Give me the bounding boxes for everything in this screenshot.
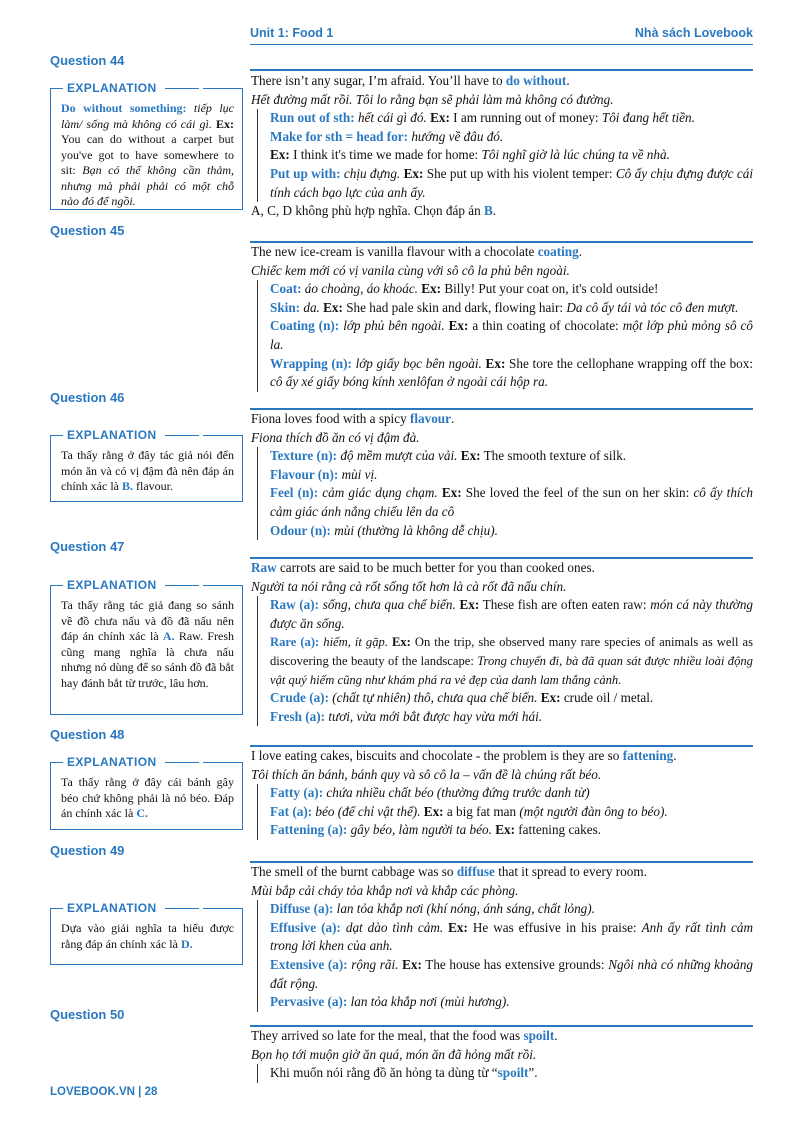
question-50-label: Question 50 <box>50 1007 125 1022</box>
options-list <box>257 280 753 392</box>
option: Texture (n): độ mềm mượt của vải. Ex: The smooth texture of silk. <box>270 448 627 464</box>
explanation-text: Ta thấy rằng ở đây cái bánh gây béo chứ không phải là nó béo. Đáp án chính xác là C. <box>61 775 234 820</box>
option: Ex: I think it's time we made for home: Tôi nghĩ giờ là lúc chúng ta về nhà. <box>270 147 670 163</box>
explanation-title: EXPLANATION <box>63 428 203 444</box>
option: Coat: áo choàng, áo khoác. Ex: Billy! Put your coat on, it's cold outside! <box>270 281 659 297</box>
option: Make for sth = head for: hướng về đâu đó. <box>270 128 504 144</box>
option: Flavour (n): mùi vị. <box>270 466 378 482</box>
question-sentence: The smell of the burnt cabbage was so diffuse that it spread to every room. <box>251 864 647 879</box>
conclusion: A, C, D không phù hợp nghĩa. Chọn đáp án B. <box>251 203 497 219</box>
explanation-box-44 <box>50 81 243 210</box>
options-list <box>257 1064 753 1083</box>
translation: Bọn họ tới muộn giờ ăn quá, món ăn đã hỏng mất rồi. <box>251 1046 537 1062</box>
explanation-title: EXPLANATION <box>63 81 203 97</box>
option: Feel (n): cảm giác dụng chạm. Ex: She loved the feel of the sun on her skin: cô ấy thích cảm giác ánh nắng chiếu lên da cô <box>270 485 754 519</box>
question-49-body <box>251 863 753 1012</box>
header-rule <box>250 44 753 45</box>
option: Fresh (a): tươi, vừa mới bắt được hay vừa mới hái. <box>270 708 543 724</box>
explanation-text: Do without something: tiếp lục làm/ sống mà không có cái gì. Ex: You can do without a carpet but you've got to have somewhere to sit: Bạn có thể không cần thảm, nhưng mà phải phải có một chỗ nào đó để ngồi. <box>61 101 235 208</box>
question-44-label: Question 44 <box>50 53 125 68</box>
page-footer <box>50 1086 157 1098</box>
question-44-body <box>251 72 753 221</box>
explanation-title: EXPLANATION <box>63 578 203 594</box>
question-sentence: They arrived so late for the meal, that the food was spoilt. <box>251 1028 558 1043</box>
explanation-text: Dựa vào giải nghĩa ta hiểu được rằng đáp án chính xác là D. <box>61 921 234 951</box>
translation: Chiếc kem mới có vị vanila cùng với sô cô la phủ bên ngoài. <box>251 262 570 278</box>
question-47-label: Question 47 <box>50 539 125 554</box>
option: Odour (n): mùi (thường là không dễ chịu). <box>270 522 498 538</box>
option: Coating (n): lớp phủ bên ngoài. Ex: a thin coating of chocolate: một lớp phủ mỏng sô cô la. <box>270 318 753 352</box>
question-44-rule <box>250 69 753 71</box>
option: Diffuse (a): lan tỏa khắp nơi (khí nóng, ánh sáng, chất lỏng). <box>270 901 595 917</box>
question-48-body <box>251 747 753 840</box>
question-48-label: Question 48 <box>50 727 125 742</box>
page-header <box>250 26 753 48</box>
explanation-title: EXPLANATION <box>63 755 203 771</box>
option: Raw (a): sống, chưa qua chế biến. Ex: These fish are often eaten raw: món cá này thường được ăn sống. <box>270 597 754 631</box>
option: Put up with: chịu đựng. Ex: She put up with his violent temper: Cô ấy chịu đựng được cái tính cách bạo lực của anh ấy. <box>270 165 754 200</box>
option: Pervasive (a): lan tỏa khắp nơi (mùi hương). <box>270 994 510 1010</box>
options-list <box>257 784 753 840</box>
explanation-box-49 <box>50 901 243 965</box>
question-sentence: There isn’t any sugar, I’m afraid. You’ll have to do without. <box>251 73 570 88</box>
footer-site: LOVEBOOK.VN <box>50 1086 135 1098</box>
translation: Người ta nói rằng cà rốt sống tốt hơn là cà rốt đã nấu chín. <box>251 578 567 594</box>
option: Effusive (a): dạt dào tình cảm. Ex: He was effusive in his praise: Anh ấy rất tình cảm trong lời khen của anh. <box>270 919 753 954</box>
option: Rare (a): hiếm, ít gặp. Ex: On the trip, she observed many rare species of animals as well as discovering the beauty of the landscape: Trong chuyến đi, bà đã quan sát được nhiều loài động vật quý hiếm cũng như khám phá ra vẻ đẹp của danh lam thắng cảnh. <box>270 635 753 687</box>
options-list <box>257 596 753 726</box>
translation: Mùi bắp cải cháy tỏa khắp nơi và khắp các phòng. <box>251 882 519 898</box>
explanation-text: Ta thấy rằng tác giả đang so sánh về đồ chưa nấu và đồ đã nấu nên đáp án chính xác là A. Raw. Fresh cũng mang nghĩa là chưa nấu nhưng nó dùng để so sánh đồ đã bắt hay đánh bắt từ trước, lâu hơn. <box>61 598 234 690</box>
question-46-label: Question 46 <box>50 390 125 405</box>
explanation-box-46 <box>50 428 243 502</box>
question-sentence: The new ice-cream is vanilla flavour with a chocolate coating. <box>251 244 583 259</box>
question-45-label: Question 45 <box>50 223 125 238</box>
translation: Hết đường mất rồi. Tôi lo rằng bạn sẽ phải làm mà không có đường. <box>251 91 614 107</box>
option: Fattening (a): gây béo, làm người ta béo. Ex: fattening cakes. <box>270 822 602 838</box>
option: Wrapping (n): lớp giấy bọc bên ngoài. Ex: She tore the cellophane wrapping off the box: cô ấy xé giấy bóng kính xenlôfan ở ngoài cái hộp ra. <box>270 355 754 390</box>
options-list <box>257 900 753 1012</box>
options-list <box>257 109 753 202</box>
option: Run out of sth: hết cái gì đó. Ex: I am running out of money: Tôi đang hết tiền. <box>270 110 695 126</box>
explanation-title: EXPLANATION <box>63 901 203 917</box>
options-list <box>257 447 753 540</box>
option: Skin: da. Ex: She had pale skin and dark, flowing hair: Da cô ấy tái và tóc cô đen mượt. <box>270 299 739 315</box>
explanation-box-48 <box>50 755 243 830</box>
question-sentence: I love eating cakes, biscuits and chocolate - the problem is they are so fattening. <box>251 748 677 763</box>
option: Extensive (a): rộng rãi. Ex: The house has extensive grounds: Ngôi nhà có những khoảng đất rộng. <box>270 956 754 991</box>
option: Fat (a): béo (để chỉ vật thể). Ex: a big fat man (một người đàn ông to béo). <box>270 803 668 819</box>
question-sentence: Fiona loves food with a spicy flavour. <box>251 411 455 426</box>
publisher-name: Nhà sách Lovebook <box>634 26 753 40</box>
option: Crude (a): (chất tự nhiên) thô, chưa qua chế biến. Ex: crude oil / metal. <box>270 690 654 706</box>
option: Fatty (a): chứa nhiều chất béo (thường đứng trước danh từ) <box>270 785 590 801</box>
translation: Tôi thích ăn bánh, bánh quy và sô cô la – vấn đề là chúng rất béo. <box>251 766 602 782</box>
question-45-body <box>251 243 753 392</box>
footer-separator: | <box>134 1086 145 1098</box>
unit-title: Unit 1: Food 1 <box>250 26 334 40</box>
question-50-body <box>251 1027 753 1083</box>
translation: Fiona thích đồ ăn có vị đậm đà. <box>251 429 420 445</box>
question-sentence: Raw carrots are said to be much better for you than cooked ones. <box>251 560 595 575</box>
page-number: 28 <box>144 1086 158 1098</box>
option: Khi muốn nói rằng đồ ăn hỏng ta dùng từ “spoilt”. <box>270 1065 538 1081</box>
explanation-text: Ta thấy rằng ở đây tác giả nói đến món ăn và có vị đậm đà nên đáp án chính xác là B. flavour. <box>61 448 234 493</box>
explanation-box-47 <box>50 578 243 715</box>
question-46-body <box>251 410 753 540</box>
question-47-body <box>251 559 753 726</box>
question-49-label: Question 49 <box>50 843 125 858</box>
